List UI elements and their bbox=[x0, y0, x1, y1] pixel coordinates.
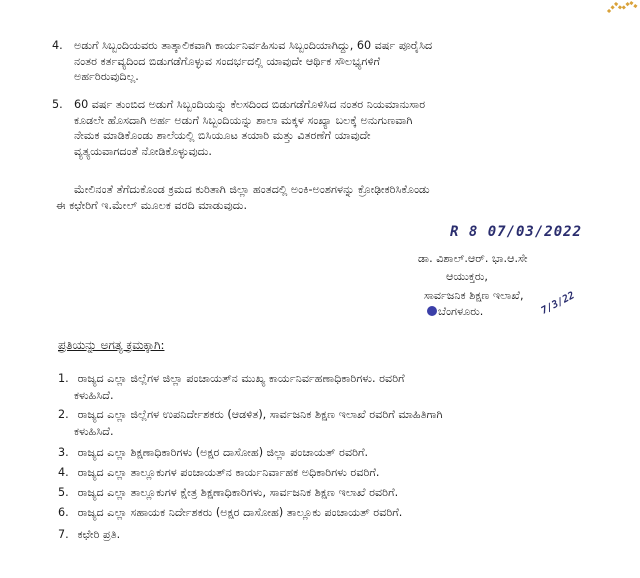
point-5-line: ವ್ಯತ್ಯಯವಾಗದಂತೆ ನೋಡಿಕೊಳ್ಳುವುದು. bbox=[74, 144, 212, 158]
copy-item-number: 5. bbox=[58, 486, 69, 499]
signatory-designation: ಆಯುಕ್ತರು, bbox=[446, 270, 488, 283]
copy-item-line: ರಾಜ್ಯದ ಎಲ್ಲಾ ಸಹಾಯಕ ನಿರ್ದೇಶಕರು (ಅಕ್ಷರ ದಾಸೋಹ) ತಾಲ್ಲೂಕು ಪಂಚಾಯತ್ ರವರಿಗೆ. bbox=[77, 506, 403, 519]
closing-line: ಈ ಕಛೇರಿಗೆ ಇ.ಮೇಲ್ ಮೂಲಕ ವರದಿ ಮಾಡುವುದು. bbox=[56, 198, 248, 212]
point-5-line: 60 ವರ್ಷ ತುಂಬಿದ ಅಡುಗೆ ಸಿಬ್ಬಂದಿಯನ್ನು ಕೆಲಸದಿಂದ ಬಿಡುಗಡೆಗೊಳಿಸಿದ ನಂತರ ನಿಯಮಾನುಸಾರ bbox=[74, 98, 426, 111]
copy-item-line: ರಾಜ್ಯದ ಎಲ್ಲಾ ಜಿಲ್ಲೆಗಳ ಜಿಲ್ಲಾ ಪಂಚಾಯತ್‌ನ ಮುಖ್ಯ ಕಾರ್ಯನಿರ್ವಹಣಾಧಿಕಾರಿಗಳು. ರವರಿಗೆ bbox=[77, 372, 405, 385]
copy-item-1 bbox=[58, 370, 405, 404]
copy-item-line: ರಾಜ್ಯದ ಎಲ್ಲಾ ತಾಲ್ಲೂಕುಗಳ ಪಂಚಾಯತ್‌ನ ಕಾರ್ಯನಿರ್ವಾಹಕ ಅಧಿಕಾರಿಗಳು ರವರಿಗೆ. bbox=[77, 466, 380, 479]
copy-item-number: 1. bbox=[58, 372, 69, 385]
copy-item-2 bbox=[58, 406, 443, 440]
copy-item-7 bbox=[58, 526, 120, 543]
closing-paragraph bbox=[56, 182, 616, 216]
handwritten-initials: 7/3/22 bbox=[539, 290, 577, 317]
copy-item-line: ರಾಜ್ಯದ ಎಲ್ಲಾ ಶಿಕ್ಷಣಾಧಿಕಾರಿಗಳು (ಅಕ್ಷರ ದಾಸೋಹ) ಜಿಲ್ಲಾ ಪಂಚಾಯತ್ ರವರಿಗೆ. bbox=[77, 446, 369, 459]
copy-item-line: ರಾಜ್ಯದ ಎಲ್ಲಾ ಜಿಲ್ಲೆಗಳ ಉಪನಿರ್ದೇಶಕರು (ಆಡಳಿತ), ಸಾರ್ವಜನಿಕ ಶಿಕ್ಷಣ ಇಲಾಖೆ ರವರಿಗೆ ಮಾಹಿತಿಗಾಗಿ bbox=[77, 408, 443, 421]
copy-item-5 bbox=[58, 484, 398, 501]
point-4 bbox=[52, 38, 612, 88]
copy-item-4 bbox=[58, 464, 380, 481]
copy-item-6 bbox=[58, 504, 402, 521]
copy-item-number: 2. bbox=[58, 408, 69, 421]
copy-item-line: ರಾಜ್ಯದ ಎಲ್ಲಾ ತಾಲ್ಲೂಕುಗಳ ಕ್ಷೇತ್ರ ಶಿಕ್ಷಣಾಧಿಕಾರಿಗಳು, ಸಾರ್ವಜನಿಕ ಶಿಕ್ಷಣ ಇಲಾಖೆ ರವರಿಗೆ. bbox=[77, 486, 399, 499]
point-5 bbox=[52, 97, 612, 163]
point-4-line: ನಂತರ ಕರ್ತವ್ಯದಿಂದ ಬಿಡುಗಡೆಗೊಳ್ಳುವ ಸಂದರ್ಭದಲ್ಲಿ ಯಾವುದೇ ಆರ್ಥಿಕ ಸೌಲಭ್ಯಗಳಿಗೆ bbox=[74, 54, 381, 68]
copy-item-number: 6. bbox=[58, 506, 69, 519]
point-5-line: ಕೂಡಲೇ ಹೊಸದಾಗಿ ಅರ್ಹ ಅಡುಗೆ ಸಿಬ್ಬಂದಿಯನ್ನು ಶಾಲಾ ಮಕ್ಕಳ ಸಂಖ್ಯಾ ಬಲಕ್ಕೆ ಅನುಗುಣವಾಗಿ bbox=[74, 113, 413, 127]
point-4-line: ಅಡುಗೆ ಸಿಬ್ಬಂದಿಯವರು ತಾತ್ಕಾಲಿಕವಾಗಿ ಕಾರ್ಯನಿರ್ವಹಿಸುವ ಸಿಬ್ಬಂದಿಯಾಗಿದ್ದು, 60 ವರ್ಷ ಪೂರೈಸಿದ bbox=[74, 39, 433, 52]
copy-item-3 bbox=[58, 444, 368, 461]
closing-line: ಮೇಲಿನಂತೆ ತೆಗೆದುಕೊಂಡ ಕ್ರಮದ ಕುರಿತಾಗಿ ಜಿಲ್ಲಾ ಹಂತದಲ್ಲಿ ಅಂಕಿ-ಅಂಶಗಳನ್ನು ಕ್ರೋಢೀಕರಿಸಿಕೊಂಡು bbox=[74, 183, 430, 196]
signatory-department: ಸಾರ್ವಜನಿಕ ಶಿಕ್ಷಣ ಇಲಾಖೆ, bbox=[424, 289, 524, 302]
copy-item-number: 3. bbox=[58, 446, 69, 459]
seal-mark-icon bbox=[426, 305, 438, 317]
point-4-number: 4. bbox=[52, 39, 63, 52]
signatory-city: ಬೆಂಗಳೂರು. bbox=[438, 305, 484, 318]
copy-item-line: ಕಳುಹಿಸಿದೆ. bbox=[74, 389, 114, 402]
copy-item-number: 7. bbox=[58, 528, 69, 541]
copy-item-line: ಕಳುಹಿಸಿದೆ. bbox=[74, 425, 114, 438]
point-4-line: ಅರ್ಹರಿರುವುದಿಲ್ಲ. bbox=[74, 70, 139, 84]
point-5-line: ನೇಮಕ ಮಾಡಿಕೊಂಡು ಶಾಲೆಯಲ್ಲಿ ಬಿಸಿಯೂಟ ತಯಾರಿ ಮತ್ತು ವಿತರಣೆಗೆ ಯಾವುದೇ bbox=[74, 129, 371, 143]
copy-heading: ಪ್ರತಿಯನ್ನು ಅಗತ್ಯ ಕ್ರಮಕ್ಕಾಗಿ: bbox=[58, 338, 165, 352]
copy-item-number: 4. bbox=[58, 466, 69, 479]
point-5-number: 5. bbox=[52, 98, 63, 111]
copy-item-line: ಕಛೇರಿ ಪ್ರತಿ. bbox=[77, 528, 121, 541]
corner-decoration bbox=[606, 0, 640, 14]
handwritten-date: R 8 07/03/2022 bbox=[450, 224, 583, 240]
signatory-name: ಡಾ. ವಿಶಾಲ್.ಆರ್. ಭಾ.ಆ.ಸೇ bbox=[418, 252, 528, 265]
